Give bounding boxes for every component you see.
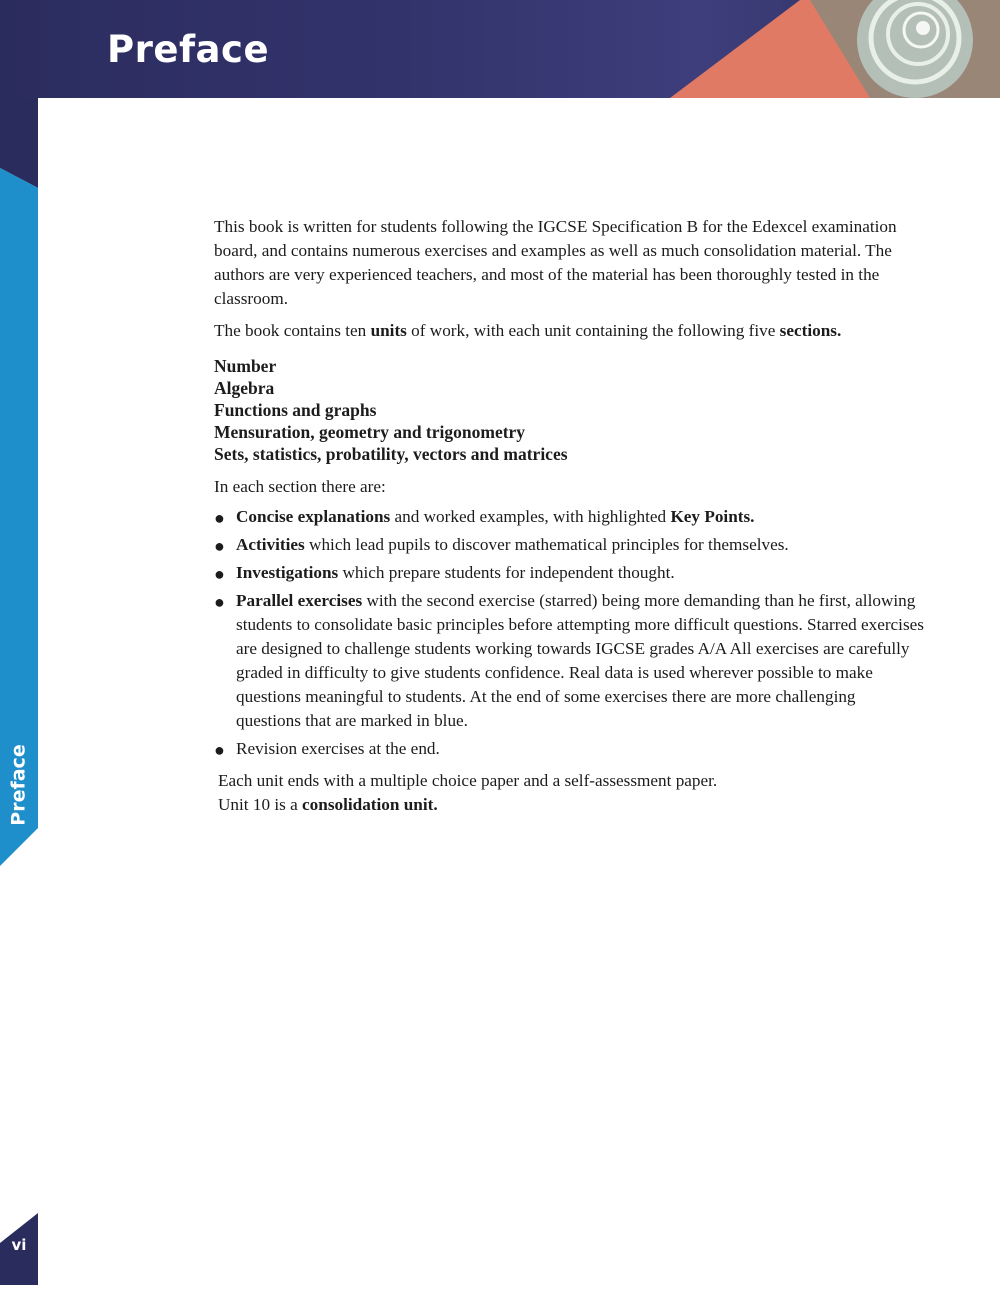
section-list: [214, 355, 924, 465]
feature-bold-2: Key Points.: [670, 507, 755, 526]
units-text-1: The book contains ten: [214, 321, 371, 340]
each-section-intro: In each section there are:: [214, 477, 386, 496]
closing-bold: consolidation unit.: [302, 795, 438, 814]
section-item: Sets, statistics, probatility, vectors and matrices: [214, 444, 568, 464]
closing-notes: [218, 769, 924, 817]
feature-text: and worked examples, with highlighted: [390, 507, 671, 526]
feature-text: which lead pupils to discover mathematical principles for themselves.: [304, 535, 789, 554]
feature-text: Revision exercises at the end.: [236, 739, 440, 758]
bullet-icon: ●: [214, 536, 225, 556]
bullet-icon: ●: [214, 564, 225, 584]
closing-line-1: Each unit ends with a multiple choice paper and a self-assessment paper.: [218, 771, 718, 790]
section-item: Number: [214, 356, 277, 376]
feature-text: which prepare students for independent thought.: [338, 563, 675, 582]
units-bold-1: units: [370, 321, 407, 340]
side-tab-label: Preface: [8, 744, 31, 826]
feature-text: with the second exercise (starred) being more demanding than he first, allowing students to consolidate basic principles before attempting more difficult questions. Starred exercises are designed to challenge students working towards IGCSE grades A/A All exercises are carefully graded in difficulty to give students confidence. Real data is used wherever possible to make questions meaningful to students. At the end of some exercises there are more challenging questions that are marked in blue.: [236, 591, 924, 730]
feature-item: [214, 737, 924, 761]
preface-body: [214, 215, 924, 817]
section-item: Algebra: [214, 378, 275, 398]
closing-text: Unit 10 is a: [218, 795, 303, 814]
bullet-icon: ●: [214, 592, 225, 612]
feature-bold: Investigations: [236, 563, 339, 582]
bullet-icon: ●: [214, 740, 225, 760]
header-band: [0, 0, 1000, 98]
feature-item: [214, 589, 924, 733]
feature-item: [214, 561, 924, 585]
closing-line-2: [218, 793, 924, 817]
bullet-icon: ●: [214, 508, 225, 528]
feature-bold: Activities: [236, 535, 305, 554]
page-number: vi: [11, 1236, 27, 1254]
feature-item: [214, 505, 924, 529]
shell-graphic-icon: [660, 0, 1000, 98]
feature-list: [214, 505, 924, 761]
units-text-2: of work, with each unit containing the following five: [406, 321, 780, 340]
section-item: Mensuration, geometry and trigonometry: [214, 422, 526, 442]
units-bold-2: sections.: [779, 321, 842, 340]
units-paragraph: [214, 319, 924, 343]
feature-item: [214, 533, 924, 557]
intro-paragraph: This book is written for students following the IGCSE Specification B for the Edexcel examination board, and contains numerous exercises and examples as well as much consolidation material. The authors are very experienced teachers, and most of the material has been thoroughly tested in the classroom.: [214, 217, 897, 308]
section-item: Functions and graphs: [214, 400, 377, 420]
feature-bold: Concise explanations: [236, 507, 391, 526]
page-title: Preface: [107, 28, 270, 71]
feature-bold: Parallel exercises: [236, 591, 363, 610]
